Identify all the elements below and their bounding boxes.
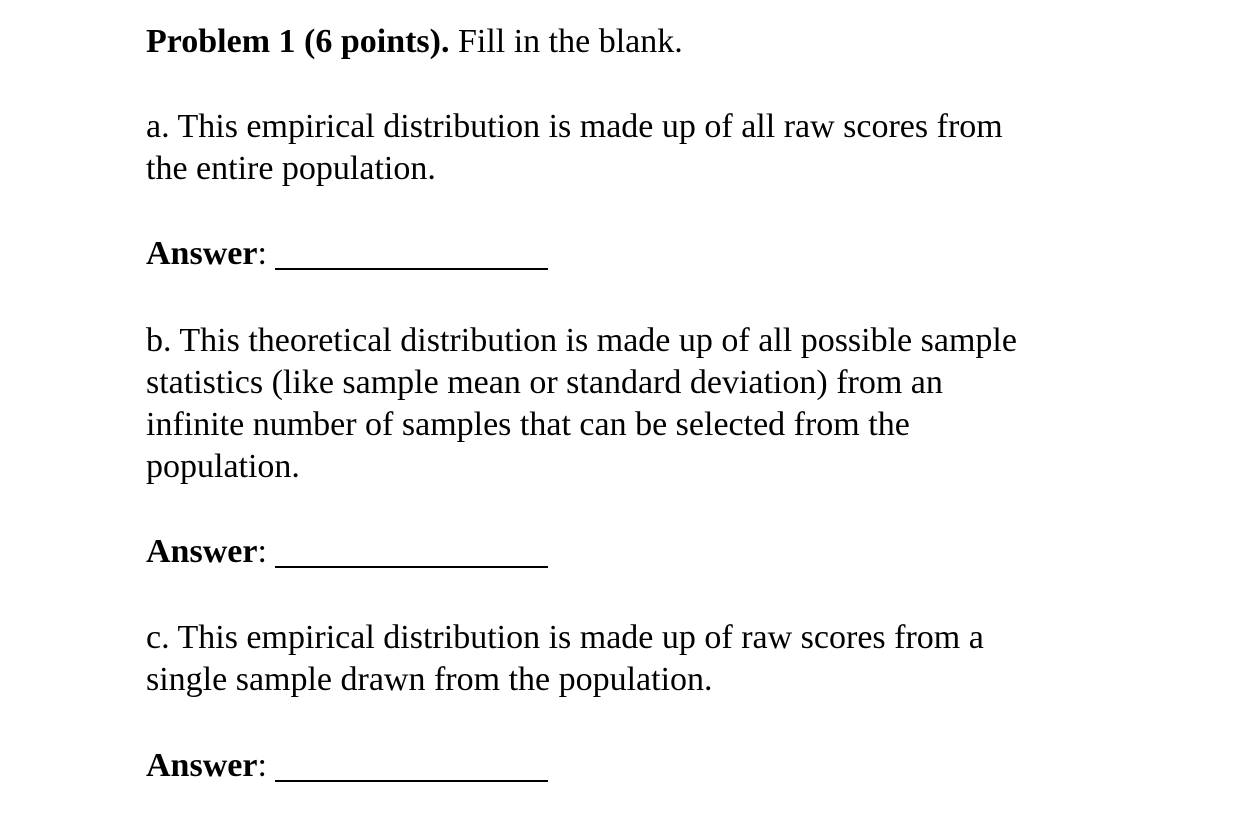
problem-instruction: Fill in the blank. <box>449 23 683 60</box>
question-a-line-2: the entire population. <box>146 150 436 187</box>
question-b-line-2: statistics (like sample mean or standard deviation) from an <box>146 364 943 401</box>
answer-blank-a[interactable] <box>275 267 548 270</box>
question-b-line-4: population. <box>146 448 300 485</box>
answer-colon: : <box>257 235 267 272</box>
answer-label: Answer <box>146 533 258 570</box>
answer-row-c <box>146 745 548 787</box>
question-a-line-1: a. This empirical distribution is made up of all raw scores from <box>146 108 1003 145</box>
answer-label: Answer <box>146 235 258 272</box>
answer-row-b <box>146 531 548 573</box>
question-c-line-1: c. This empirical distribution is made up of raw scores from a <box>146 619 984 656</box>
problem-title: Problem 1 (6 points). <box>146 23 450 60</box>
answer-blank-b[interactable] <box>275 565 548 568</box>
answer-row-a <box>146 233 548 275</box>
answer-label: Answer <box>146 747 258 784</box>
answer-colon: : <box>257 747 267 784</box>
question-b-line-1: b. This theoretical distribution is made up of all possible sample <box>146 322 1017 359</box>
problem-heading <box>146 21 683 63</box>
answer-blank-c[interactable] <box>275 779 548 782</box>
question-b-line-3: infinite number of samples that can be selected from the <box>146 406 910 443</box>
question-c-line-2: single sample drawn from the population. <box>146 661 713 698</box>
answer-colon: : <box>257 533 267 570</box>
